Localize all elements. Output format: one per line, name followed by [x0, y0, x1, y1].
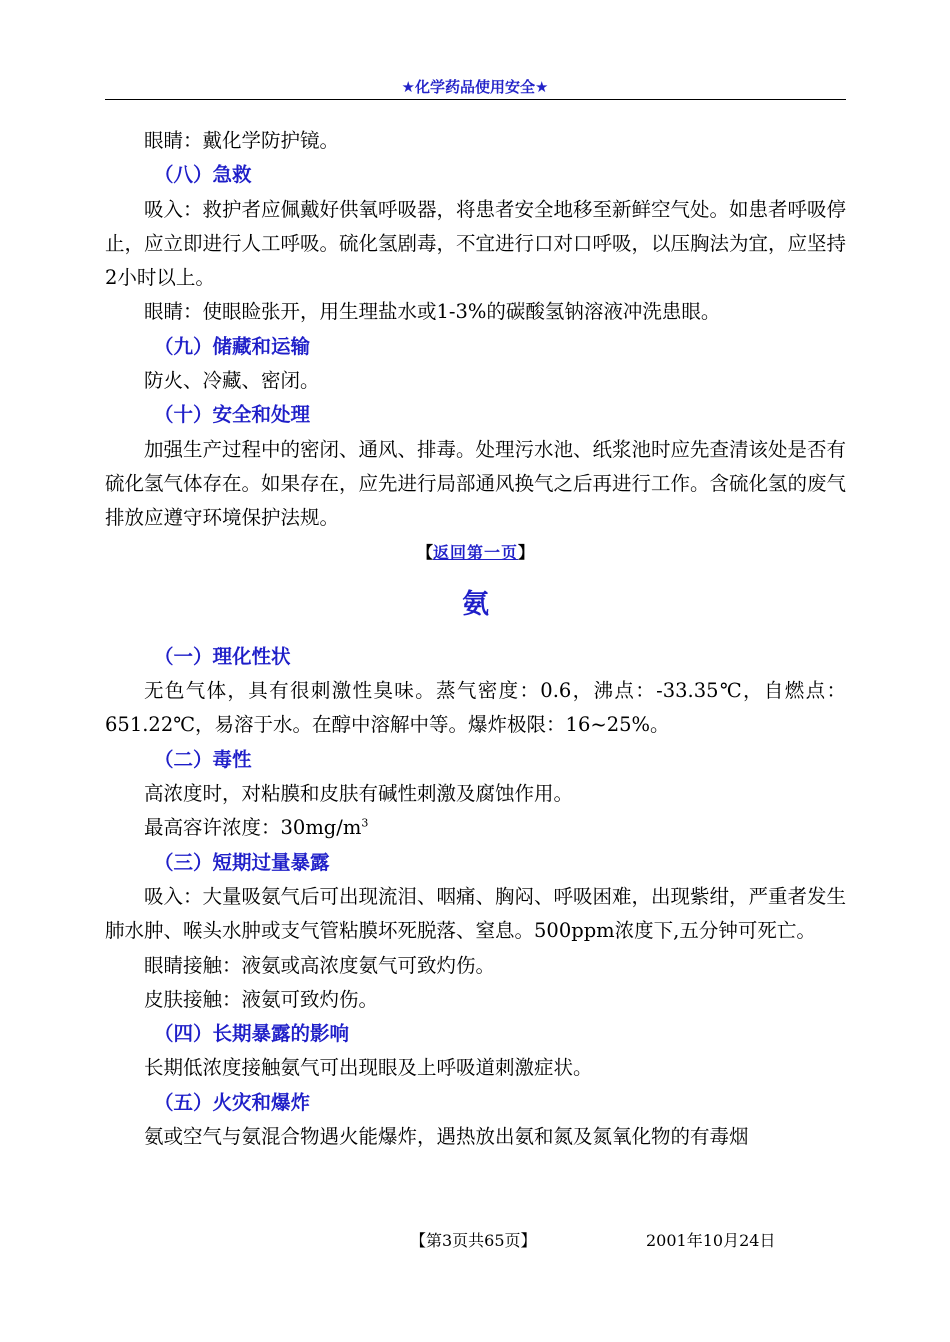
paragraph: 氨或空气与氨混合物遇火能爆炸，遇热放出氨和氮及氮氧化物的有毒烟 [144, 1125, 749, 1149]
paragraph: 眼睛：戴化学防护镜。 [144, 129, 340, 152]
paragraph: 长期低浓度接触氨气可出现眼及上呼吸道刺激症状。 [144, 1056, 593, 1080]
page-number: 【第3页共65页】 [410, 1231, 537, 1250]
paragraph: 加强生产过程中的密闭、通风、排毒。处理污水池、纸浆池时应先查清该处是否有硫化氢气体存在。如果存在，应先进行局部通风换气之后再进行工作。含硫化氢的废气排放应遵守环境保护法规。 [105, 437, 847, 530]
section-heading: （九）储藏和运输 [154, 334, 311, 358]
section-heading: （一）理化性状 [154, 644, 291, 668]
header-rule [105, 99, 846, 100]
paragraph: 无色气体，具有很刺激性臭味。蒸气密度：0.6，沸点：-33.35℃，自燃点：651.22℃，易溶于水。在醇中溶解中等。爆炸极限：16~25%。 [105, 679, 846, 737]
paragraph: 眼睛：使眼睑张开，用生理盐水或1-3%的碳酸氢钠溶液冲洗患眼。 [144, 300, 721, 324]
section-heading: （三）短期过量暴露 [154, 850, 330, 874]
paragraph: 防火、冷藏、密闭。 [144, 369, 320, 393]
back-bracket-open: 【 [416, 542, 433, 562]
page-date: 2001年10月24日 [646, 1231, 776, 1250]
section-heading: （五）火灾和爆炸 [154, 1090, 311, 1114]
section-title: 氨 [462, 588, 489, 620]
paragraph: 吸入：大量吸氨气后可出现流泪、咽痛、胸闷、呼吸困难，出现紫绀，严重者发生肺水肿、喉头水肿或支气管粘膜坏死脱落、窒息。500ppm浓度下,五分钟可死亡。 [105, 884, 847, 943]
section-heading: （二）毒性 [154, 747, 252, 771]
paragraph: 皮肤接触：液氨可致灼伤。 [144, 987, 379, 1011]
paragraph: 高浓度时，对粘膜和皮肤有碱性刺激及腐蚀作用。 [144, 782, 574, 806]
blocks-mid [105, 640, 846, 811]
back-to-first-page-link[interactable]: 返回第一页 [432, 542, 518, 562]
paragraph: 眼睛接触：液氨或高浓度氨气可致灼伤。 [144, 953, 496, 977]
section-heading: （八）急救 [154, 163, 252, 187]
paragraph: 吸入：救护者应佩戴好供氧呼吸器，将患者安全地移至新鲜空气处。如患者呼吸停止，应立即进行人工呼吸。硫化氢剧毒，不宜进行口对口呼吸，以压胸法为宜，应坚持2小时以上。 [105, 197, 847, 290]
max-concentration [105, 811, 846, 845]
content [105, 124, 846, 1154]
section-heading: （四）长期暴露的影响 [154, 1022, 350, 1046]
max-concentration-sup: 3 [361, 816, 369, 830]
back-to-first-page [105, 536, 846, 570]
back-bracket-close: 】 [518, 542, 535, 562]
blocks-bottom [105, 846, 846, 1155]
max-concentration-text: 最高容许浓度：30mg/m [144, 816, 362, 840]
section-heading: （十）安全和处理 [154, 403, 311, 427]
page-header: ★化学药品使用安全★ [401, 78, 549, 96]
blocks-top [105, 124, 846, 536]
